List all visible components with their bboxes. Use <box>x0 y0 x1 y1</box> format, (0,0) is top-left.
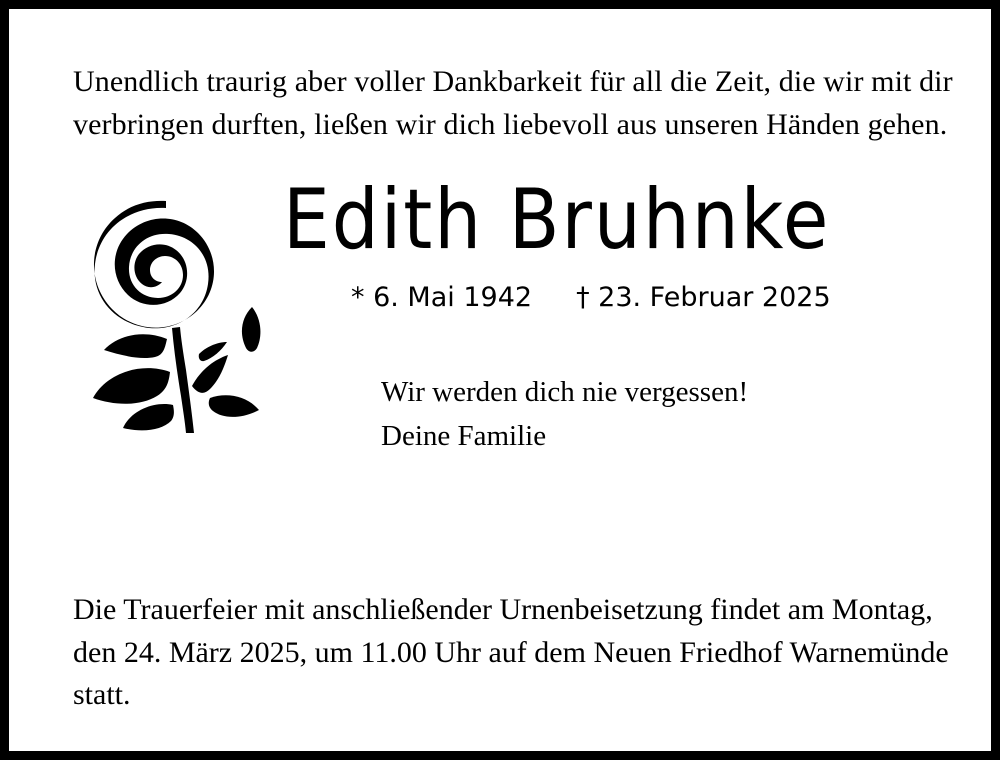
death-date: † 23. Februar 2025 <box>576 282 831 314</box>
birth-date: * 6. Mai 1942 <box>351 282 533 314</box>
ceremony-text: Die Trauerfeier mit anschließender Urnenbeisetzung findet am Montag, den 24. März 2025, um 11.00 Uhr auf dem Neuen Friedhof Warnemünde statt. <box>73 593 949 712</box>
notice-content <box>9 9 991 751</box>
name-block <box>73 172 931 472</box>
farewell-line-2: Deine Familie <box>381 420 547 453</box>
deceased-name: Edith Bruhnke <box>283 172 831 269</box>
intro-text: Unendlich traurig aber voller Dankbarkeit für all die Zeit, die wir mit dir verbringen durften, ließen wir dich liebevoll aus unseren Händen gehen. <box>73 65 953 141</box>
life-dates <box>351 282 831 313</box>
farewell-block <box>381 370 748 458</box>
farewell-line-1: Wir werden dich nie vergessen! <box>381 376 749 409</box>
rose-icon <box>71 200 281 440</box>
